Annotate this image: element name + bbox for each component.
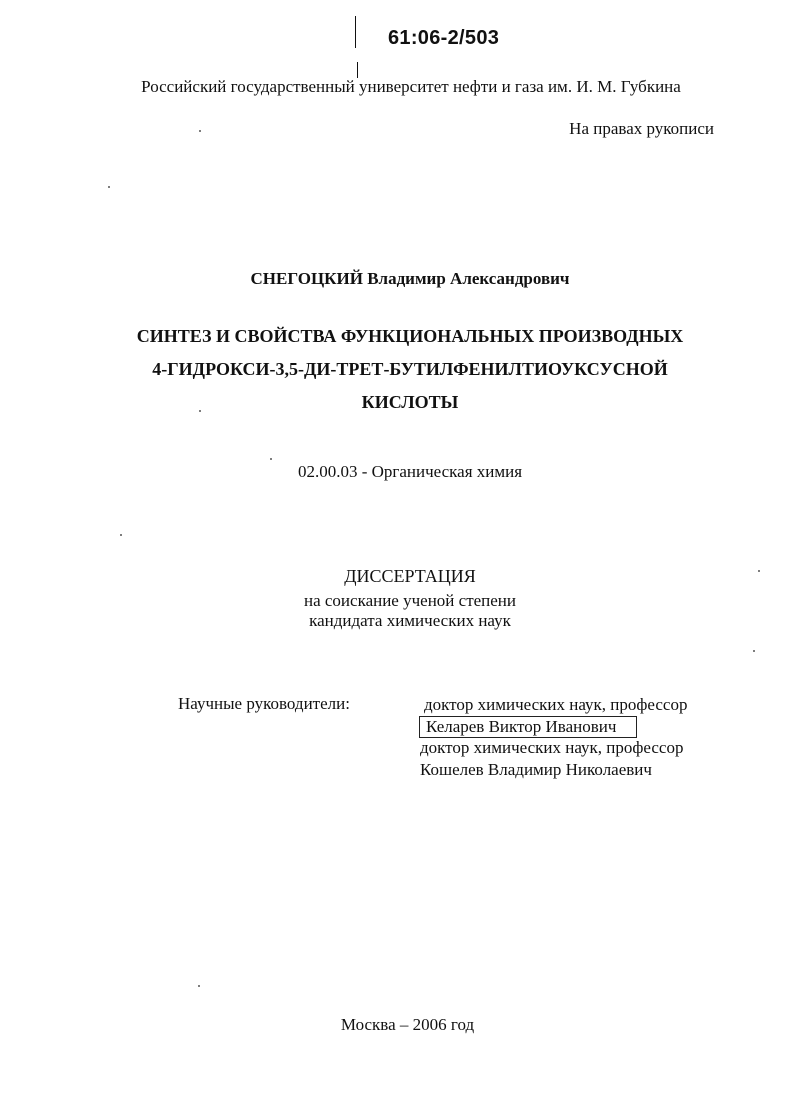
title-line: СИНТЕЗ И СВОЙСТВА ФУНКЦИОНАЛЬНЫХ ПРОИЗВОДНЫХ: [136, 326, 684, 346]
supervisor-name: Келарев Виктор Иванович: [419, 716, 637, 738]
dissertation-heading: ДИССЕРТАЦИЯ: [344, 566, 476, 586]
scan-speck: [199, 130, 201, 132]
dissertation-title: [0, 320, 794, 419]
scan-speck: [270, 458, 272, 460]
scan-speck: [758, 570, 760, 572]
rights-note: На правах рукописи: [569, 119, 714, 138]
scan-mark-line: [357, 62, 358, 78]
supervisor-degree: доктор химических наук, профессор: [420, 738, 684, 757]
supervisors-label: Научные руководители:: [178, 694, 350, 713]
scan-speck: [108, 186, 110, 188]
author-name: [0, 269, 794, 289]
city-year: Москва – 2006 год: [340, 1015, 475, 1034]
scan-speck: [753, 650, 755, 652]
degree-line-2: кандидата химических наук: [309, 611, 511, 630]
supervisor-degree: доктор химических наук, профессор: [424, 695, 688, 714]
author-surname: СНЕГОЦКИЙ: [250, 269, 363, 288]
author-given-names: Владимир Александрович: [367, 269, 570, 288]
scan-speck: [199, 410, 201, 412]
supervisor-name: Кошелев Владимир Николаевич: [420, 760, 652, 779]
scan-speck: [198, 985, 200, 987]
scan-mark-line: [355, 16, 356, 48]
title-line: 4-ГИДРОКСИ-3,5-ДИ-ТРЕТ-БУТИЛФЕНИЛТИОУКСУСНОЙ: [152, 359, 668, 379]
catalogue-stamp: 61:06-2/503: [388, 27, 500, 49]
title-line: КИСЛОТЫ: [361, 392, 459, 412]
university-name: Российский государственный университет нефти и газа им. И. М. Губкина: [141, 77, 681, 96]
specialty-code: 02.00.03 - Органическая химия: [297, 462, 523, 481]
scan-speck: [120, 534, 122, 536]
degree-line-1: на соискание ученой степени: [303, 591, 517, 610]
